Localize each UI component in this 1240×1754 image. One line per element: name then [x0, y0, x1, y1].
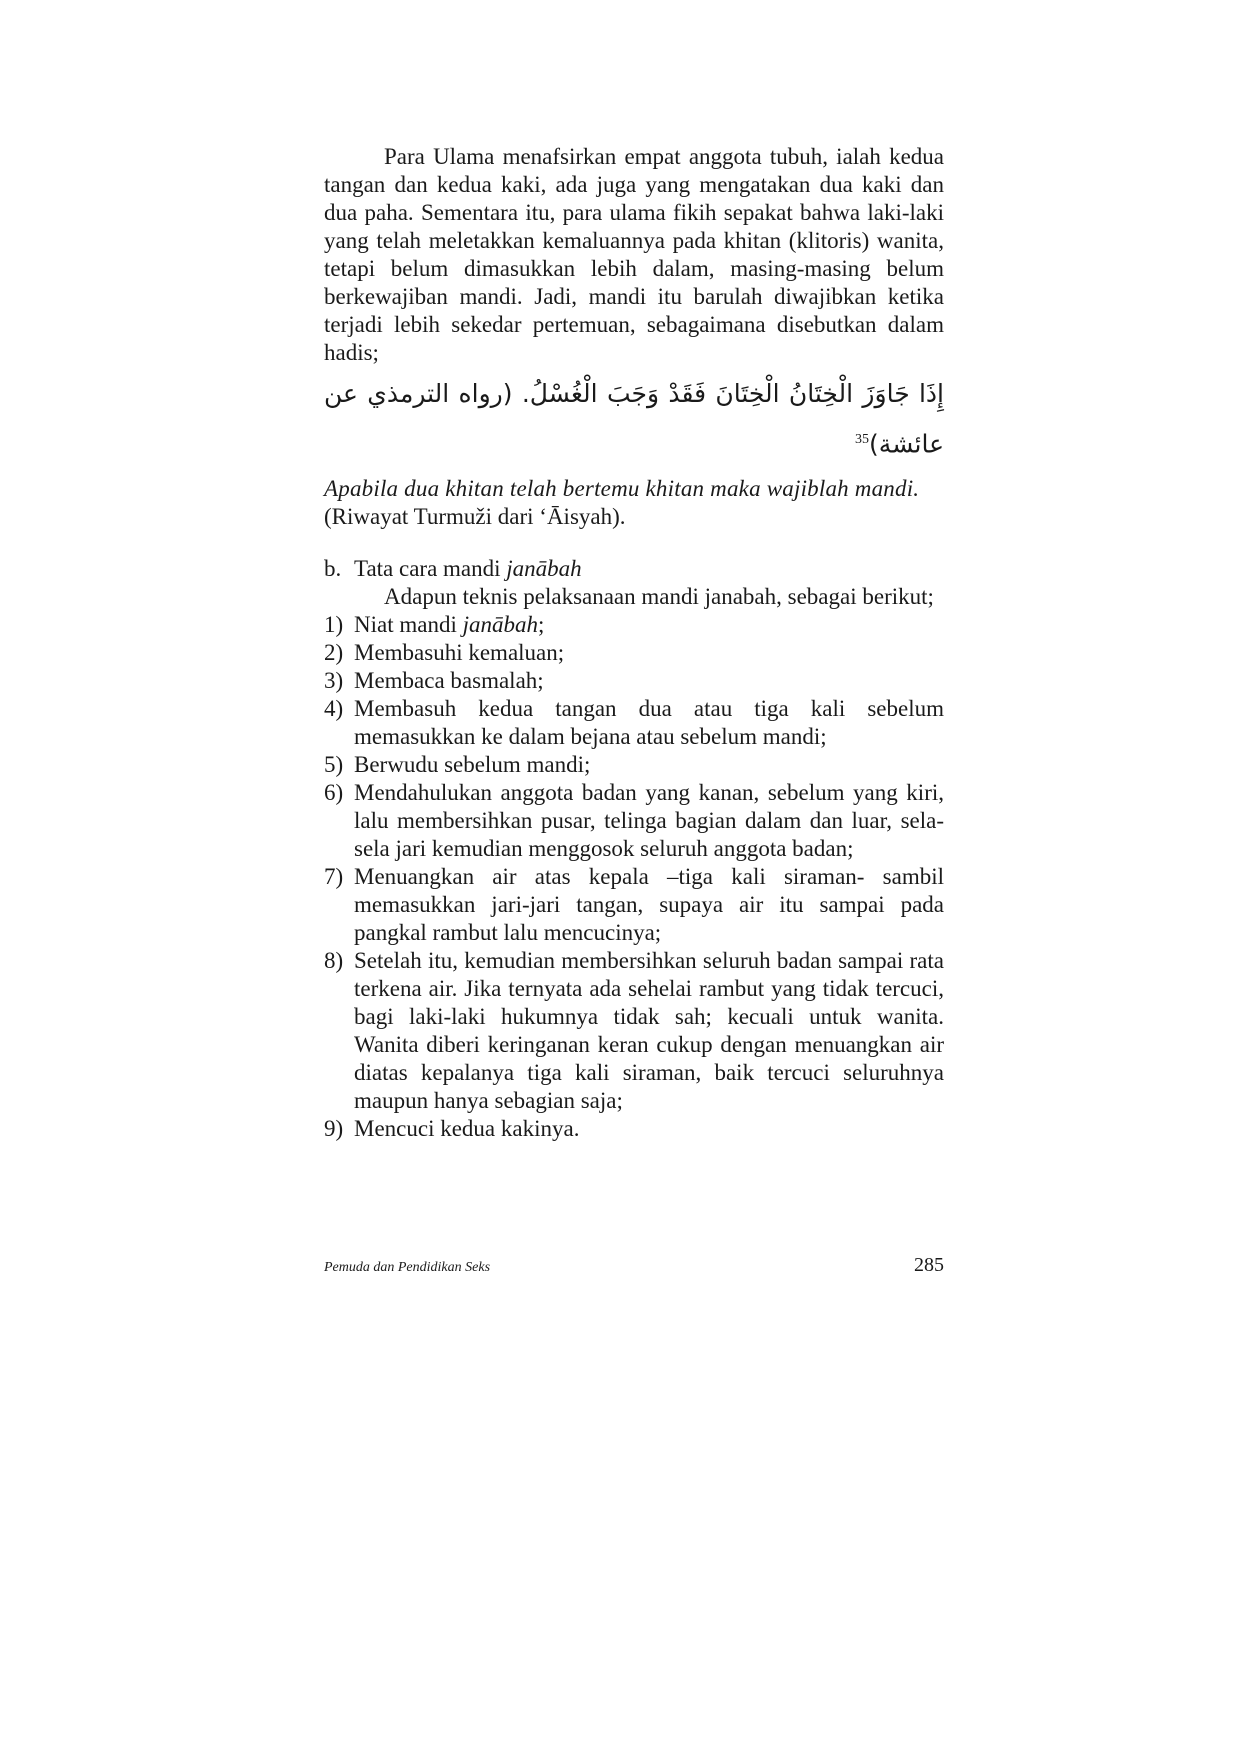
step-text: Menuangkan air atas kepala –tiga kali siraman- sambil memasukkan jari-jari tangan, supaya air itu sampai pada pangkal rambut lalu mencucinya;	[354, 864, 944, 946]
translation-source: (Riwayat Turmuži dari ‘Āisyah).	[324, 504, 626, 530]
list-item	[324, 667, 944, 695]
list-item	[324, 639, 944, 667]
hadith-text: إِذَا جَاوَزَ الْخِتَانُ الْخِتَانَ فَقَدْ وَجَبَ الْغُسْلُ. (رواه الترمذي عن عائشة)	[324, 379, 944, 459]
running-title: Pemuda dan Pendidikan Seks	[324, 1260, 491, 1275]
section-title-plain: Tata cara mandi	[354, 556, 507, 582]
step-number: 1)	[324, 612, 344, 638]
step-number: 2)	[324, 640, 344, 666]
step-number: 5)	[324, 752, 344, 778]
section-title-italic: janābah	[506, 556, 582, 582]
step-text: Berwudu sebelum mandi;	[354, 752, 591, 778]
page-footer	[324, 1254, 944, 1277]
intro-paragraph: Adapun teknis pelaksanaan mandi janabah, sebagai berikut;	[384, 584, 934, 610]
list-item	[324, 779, 944, 863]
step-text: Membasuhi kemaluan;	[354, 640, 565, 666]
step-text-pre: Niat mandi	[354, 612, 463, 638]
footnote-ref: 35	[855, 432, 870, 447]
section-heading	[324, 555, 944, 583]
hadith-translation	[324, 475, 944, 531]
step-number: 8)	[324, 948, 344, 974]
list-item	[324, 751, 944, 779]
step-number: 4)	[324, 696, 344, 722]
section-label: b.	[324, 556, 342, 582]
step-text: Setelah itu, kemudian membersihkan seluruh badan sampai rata terkena air. Jika ternyata ada sehelai rambut yang tidak tercuci, bagi laki-laki hukumnya tidak sah; kecuali untuk wanita. Wanita diberi keringanan keran cukup dengan menuangkan air diatas kepalanya tiga kali siraman, baik tercuci seluruhnya maupun hanya sebagian saja;	[354, 948, 944, 1114]
translation-italic: Apabila dua khitan telah bertemu khitan maka wajiblah mandi.	[324, 476, 920, 502]
step-text: Mencuci kedua kakinya.	[354, 1116, 580, 1142]
list-item	[324, 1115, 944, 1143]
steps-list	[324, 611, 944, 1143]
list-item	[324, 695, 944, 751]
step-text	[354, 611, 944, 639]
list-item	[324, 611, 944, 639]
step-number: 7)	[324, 864, 344, 890]
hadith-arabic	[324, 371, 944, 467]
step-number: 6)	[324, 780, 344, 806]
page-number: 285	[914, 1254, 944, 1276]
section-title	[354, 555, 582, 583]
list-item	[324, 947, 944, 1115]
step-text: Mendahulukan anggota badan yang kanan, sebelum yang kiri, lalu membersihkan pusar, telinga bagian dalam dan luar, sela-sela jari kemudian menggosok seluruh anggota badan;	[354, 780, 944, 862]
step-number: 9)	[324, 1116, 344, 1142]
step-text: Membaca basmalah;	[354, 668, 544, 694]
step-text: Membasuh kedua tangan dua atau tiga kali sebelum memasukkan ke dalam bejana atau sebelum mandi;	[354, 696, 944, 750]
step-number: 3)	[324, 668, 344, 694]
step-text-post: ;	[537, 612, 545, 638]
list-item	[324, 863, 944, 947]
paragraph-1: Para Ulama menafsirkan empat anggota tubuh, ialah kedua tangan dan kedua kaki, ada juga yang mengatakan dua kaki dan dua paha. Sementara itu, para ulama fikih sepakat bahwa laki-laki yang telah meletakkan kemaluannya pada khitan (klitoris) wanita, tetapi belum dimasukkan lebih dalam, masing-masing belum berkewajiban mandi. Jadi, mandi itu barulah diwajibkan ketika terjadi lebih sekedar pertemuan, sebagaimana disebutkan dalam hadis;	[324, 144, 944, 365]
step-text-italic: janābah	[462, 612, 538, 638]
page-body	[324, 143, 944, 1143]
